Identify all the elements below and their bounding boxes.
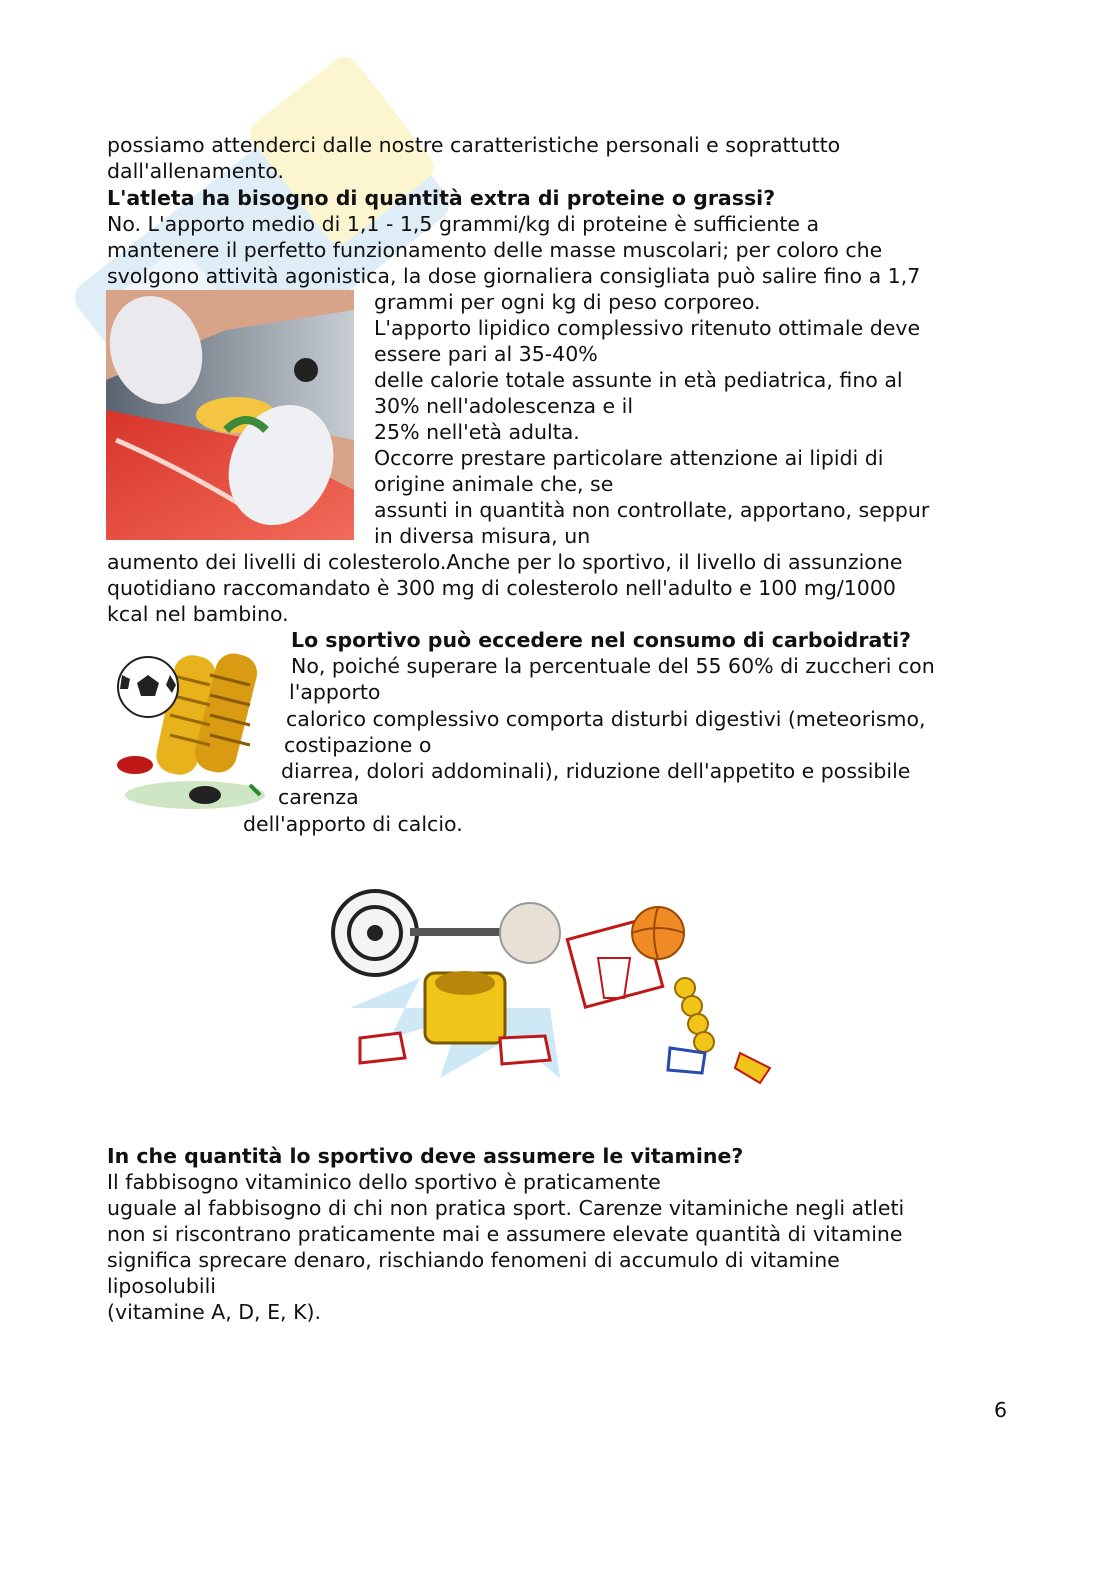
paragraph-line: origine animale che, se [374, 472, 614, 496]
paragraph-line: L'apporto lipidico complessivo ritenuto ottimale deve [374, 316, 921, 340]
paragraph-line: No. L'apporto medio di 1,1 - 1,5 grammi/kg di proteine è sufficiente a [107, 212, 820, 236]
paragraph-line: 30% nell'adolescenza e il [374, 394, 634, 418]
sports-cartoon-image [330, 888, 785, 1088]
paragraph-line: Il fabbisogno vitaminico dello sportivo è praticamente [107, 1170, 661, 1194]
heading-vitamins: In che quantità lo sportivo deve assumere le vitamine? [107, 1144, 744, 1168]
paragraph-line: calorico complessivo comporta disturbi digestivi (meteorismo, [286, 707, 926, 731]
paragraph-line: delle calorie totale assunte in età pediatrica, fino al [374, 368, 903, 392]
paragraph-line: liposolubili [107, 1274, 216, 1298]
paragraph-line: significa sprecare denaro, rischiando fenomeni di accumulo di vitamine [107, 1248, 840, 1272]
paragraph-line: quotidiano raccomandato è 300 mg di colesterolo nell'adulto e 100 mg/1000 [107, 576, 896, 600]
paragraph-line: costipazione o [284, 733, 432, 757]
page-number: 6 [994, 1398, 1008, 1422]
paragraph-line: aumento dei livelli di colesterolo.Anche per lo sportivo, il livello di assunzione [107, 550, 903, 574]
paragraph-line: non si riscontrano praticamente mai e assumere elevate quantità di vitamine [107, 1222, 903, 1246]
paragraph-line: assunti in quantità non controllate, apportano, seppur [374, 498, 930, 522]
paragraph-line: 25% nell'età adulta. [374, 420, 580, 444]
paragraph-line: dell'apporto di calcio. [243, 812, 463, 836]
paragraph-line: diarrea, dolori addominali), riduzione dell'appetito e possibile [281, 759, 911, 783]
paragraph-line: l'apporto [289, 680, 381, 704]
paragraph-line: kcal nel bambino. [107, 602, 289, 626]
paragraph-line: mantenere il perfetto funzionamento delle masse muscolari; per coloro che [107, 238, 883, 262]
paragraph-line: grammi per ogni kg di peso corporeo. [374, 290, 761, 314]
paragraph-line: (vitamine A, D, E, K). [107, 1300, 322, 1324]
food-eggs-fish-image [106, 290, 354, 540]
heading-carbohydrates: Lo sportivo può eccedere nel consumo di carboidrati? [291, 628, 912, 652]
paragraph-line: essere pari al 35-40% [374, 342, 598, 366]
pasta-football-cartoon-image [110, 645, 272, 815]
paragraph-line: Occorre prestare particolare attenzione ai lipidi di [374, 446, 884, 470]
paragraph-line: uguale al fabbisogno di chi non pratica sport. Carenze vitaminiche negli atleti [107, 1196, 905, 1220]
intro-line: dall'allenamento. [107, 159, 285, 183]
paragraph-line: No, poiché superare la percentuale del 55 60% di zuccheri con [291, 654, 935, 678]
paragraph-line: in diversa misura, un [374, 524, 591, 548]
intro-line: possiamo attenderci dalle nostre caratteristiche personali e soprattutto [107, 133, 841, 157]
heading-proteins: L'atleta ha bisogno di quantità extra di proteine o grassi? [107, 186, 776, 210]
paragraph-line: svolgono attività agonistica, la dose giornaliera consigliata può salire fino a 1,7 [107, 264, 921, 288]
paragraph-line: carenza [278, 785, 359, 809]
